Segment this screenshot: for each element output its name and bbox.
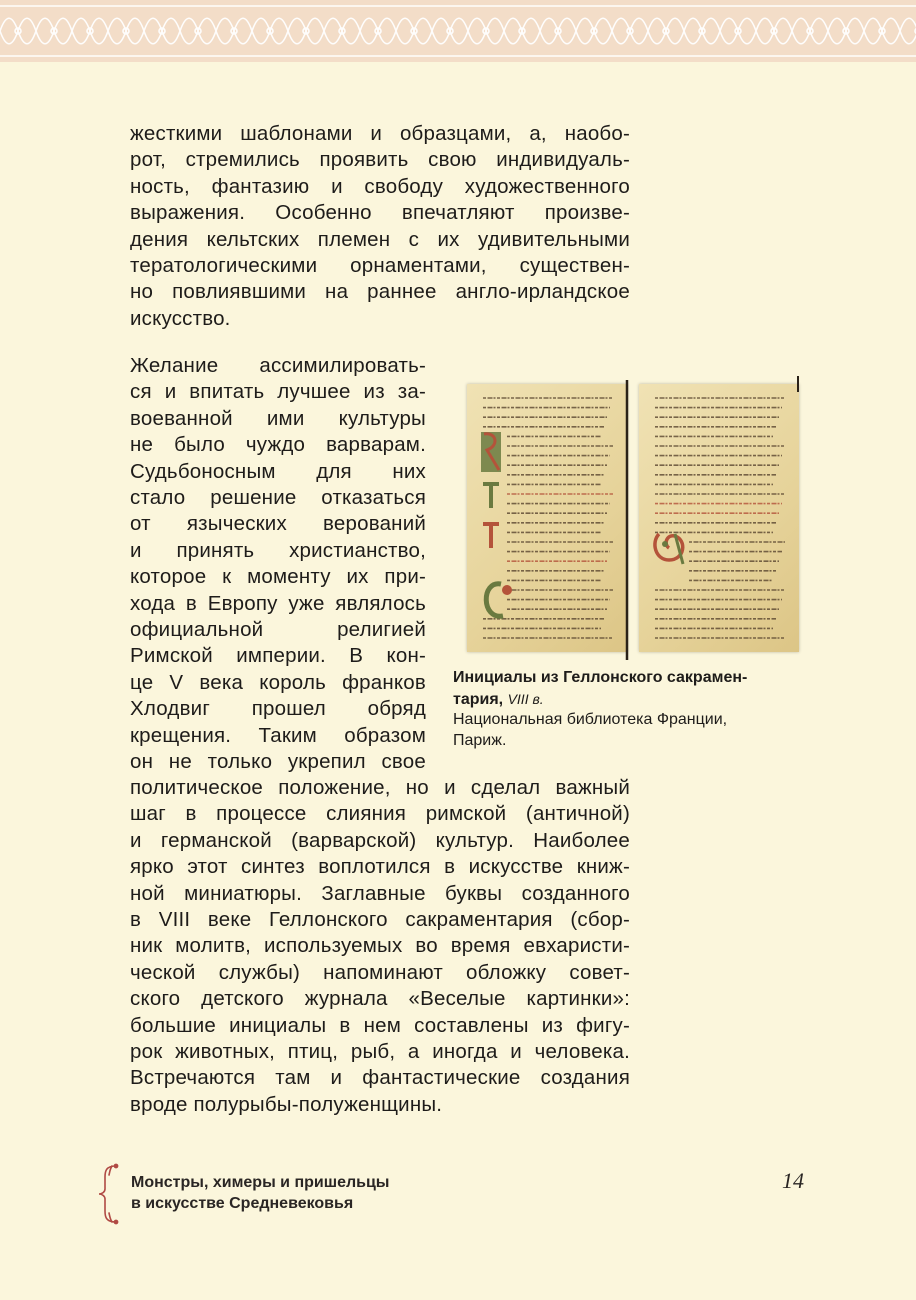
text-line: рок животных, птиц, рыб, а иногда и человека. [130,1040,630,1064]
ornament-pattern [0,0,916,62]
caption-title-continued [453,689,813,711]
manuscript-page-right [639,384,799,652]
caption-title [453,668,813,689]
text-line: большие инициалы в нем составлены из фигу- [130,1013,630,1037]
text-line: ского детского журнала «Веселые картинки»: [130,987,630,1011]
text-line: официальной религией [130,618,426,642]
text-line: но повлиявшими на раннее англо-ирландское [130,280,630,304]
text-line: ность, фантазию и свободу художественного [130,174,630,198]
caption-source-line2: Париж. [453,731,507,749]
decorative-ornament-band [0,0,916,62]
text-line: Встречаются там и фантастические создания [130,1066,630,1090]
text-line: он не только укрепил свое [130,750,426,774]
text-line: ческой службы) напоминают обложку совет- [130,960,630,984]
text-line: тератологическими орнаментами, существен- [130,254,630,278]
text-line: Желание ассимилировать- [130,354,426,377]
text-line: крещения. Таким образом [130,723,426,747]
caption-source-line1: Национальная библиотека Франции, [453,711,728,728]
text-line: ся и впитать лучшее из за- [130,380,426,404]
caption-century: VIII в. [507,690,544,707]
text-line: дения кельтских племен с их удивительными [130,227,630,251]
caption-title-line2: тария, [453,690,504,708]
text-line: от языческих верований [130,512,426,536]
text-line: искусство. [130,306,231,330]
manuscript-text-left [467,384,627,652]
text-line: Судьбоносным для них [130,459,426,483]
bracket-ornament-icon [96,1163,122,1225]
book-title-line2: в искусстве Средневековья [131,1195,354,1212]
text-line: воеванной ими культуры [130,406,426,430]
paragraph-intro [130,121,630,332]
text-line: и принять христианство, [130,538,426,562]
text-line: Римской империи. В кон- [130,644,426,668]
text-line: которое к моменту их при- [130,565,426,589]
text-line: це V века король франков [130,670,426,694]
text-line: шаг в процессе слияния римской (античной) [130,802,630,826]
text-line: ярко этот синтез воплотился в искусстве книж- [130,855,630,879]
text-line: стало решение отказаться [130,486,426,510]
text-line: вроде полурыбы-полуженщины. [130,1092,443,1116]
paragraph-barbarians-wide [130,775,630,1118]
text-line: жесткими шаблонами и образцами, а, наобо- [130,122,630,145]
text-line: в VIII веке Геллонского сакраментария (сбор- [130,908,630,932]
text-line: выражения. Особенно впечатляют произве- [130,201,630,225]
caption-title-line1: Инициалы из Геллонского сакрамен- [453,669,748,686]
book-title [131,1172,389,1214]
paragraph-barbarians-narrow [130,353,426,776]
text-line: и германской (варварской) культур. Наиболее [130,828,630,852]
manuscript-page-left [467,384,627,652]
manuscript-text-right [639,384,799,652]
text-line: ной миниатюры. Заглавные буквы созданного [130,881,630,905]
page-number: 14 [782,1168,804,1193]
text-line: Хлодвиг прошел обряд [130,697,426,721]
text-line: рот, стремились проявить свою индивидуаль- [130,148,630,172]
text-line: ник молитв, используемых во время евхаристи- [130,934,630,958]
text-line: хода в Европу уже являлось [130,591,426,615]
text-line: не было чуждо варварам. [130,433,426,457]
manuscript-figure [455,372,803,662]
figure-caption [453,668,813,751]
text-line: политическое положение, но и сделал важный [130,776,630,799]
book-title-line1: Монстры, химеры и пришельцы [131,1174,390,1191]
